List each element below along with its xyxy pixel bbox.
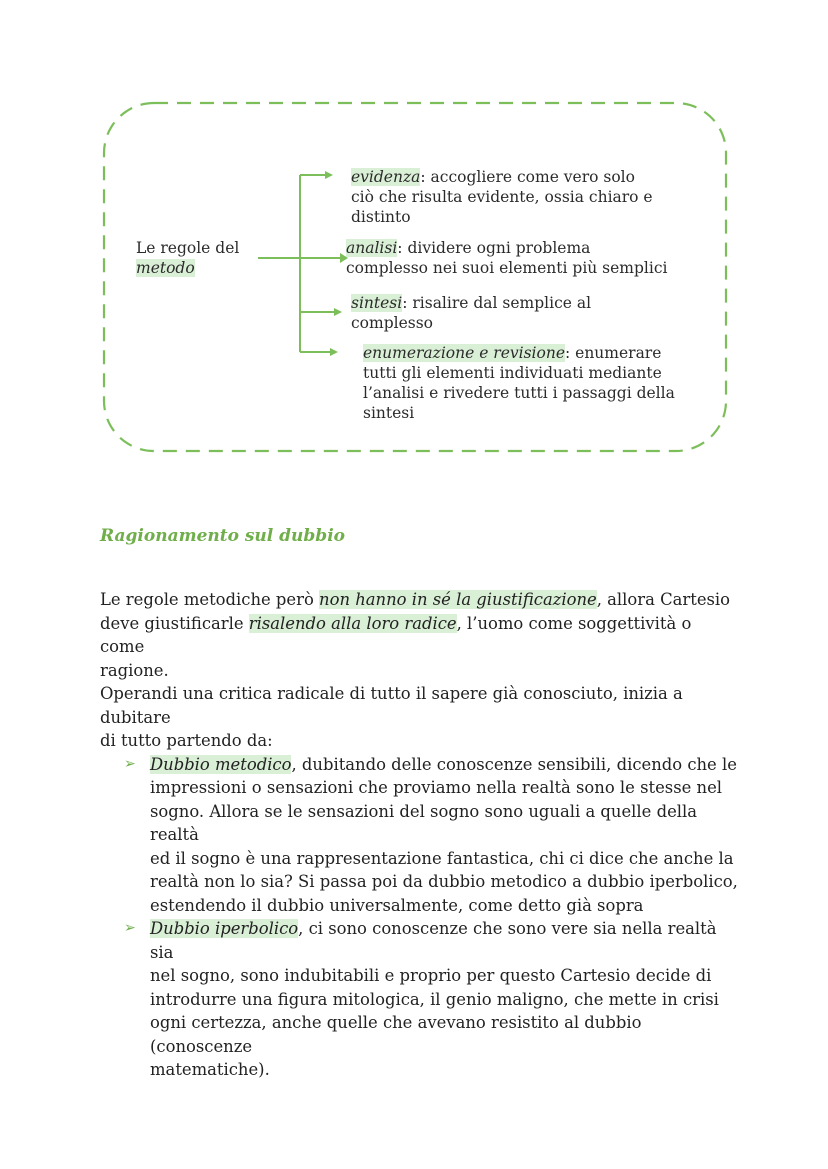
root-label-term: metodo bbox=[136, 259, 195, 277]
branch-evidenza bbox=[351, 167, 671, 227]
doubt-list bbox=[100, 753, 740, 1082]
branch-analisi bbox=[346, 238, 686, 278]
arrow-bullet-icon: ➢ bbox=[124, 920, 136, 936]
branch-arrow-3-head bbox=[334, 308, 342, 316]
branch-text: ciò che risulta evidente, ossia chiaro e bbox=[351, 188, 653, 206]
branch-term: enumerazione e revisione bbox=[363, 344, 565, 362]
highlight-phrase: risalendo alla loro radice bbox=[248, 613, 457, 633]
section-heading: Ragionamento sul dubbio bbox=[100, 526, 345, 546]
branch-sintesi bbox=[351, 293, 671, 333]
branch-term: sintesi bbox=[351, 294, 403, 312]
branch-arrow-1-head bbox=[325, 171, 333, 179]
branch-term: analisi bbox=[346, 239, 398, 257]
branch-text: complesso nei suoi elementi più semplici bbox=[346, 259, 668, 277]
paragraph-1: Le regole metodiche però non hanno in sé la giustificazione, allora Cartesio deve giustificarle risalendo alla loro radice, l’uomo come soggettività o come ragione. bbox=[100, 590, 731, 680]
highlight-phrase: non hanno in sé la giustificazione bbox=[319, 590, 597, 609]
bullet-term: Dubbio metodico bbox=[150, 754, 292, 774]
diagram-root-label bbox=[136, 238, 239, 278]
branch-text: : accogliere come vero solo bbox=[420, 168, 635, 186]
list-item: ➢ Dubbio iperbolico, ci sono conoscenze che sono vere sia nella realtà sia nel sogno, sono indubitabili e proprio per questo Cartesio decide di introdurre una figura mitologica, il genio maligno, che mette in crisi ogni certezza, anche quelle che avevano resistito al dubbio (conoscenze matematiche). bbox=[124, 919, 719, 1079]
branch-term: evidenza bbox=[351, 168, 421, 186]
branch-arrow-4-head bbox=[330, 348, 338, 356]
list-item: ➢ Dubbio metodico, dubitando delle conoscenze sensibili, dicendo che le impressioni o sensazioni che proviamo nella realtà sono le stesse nel sogno. Allora se le sensazioni del sogno sono uguali a quelle della realtà ed il sogno è una rappresentazione fantastica, chi ci dice che anche la realtà non lo sia? Si passa poi da dubbio metodico a dubbio iperbolico, estendendo il dubbio universalmente, come detto già sopra bbox=[124, 754, 738, 915]
branch-text: l’analisi e rivedere tutti i passaggi della bbox=[363, 384, 675, 402]
arrow-bullet-icon: ➢ bbox=[124, 755, 136, 772]
paragraph-2: Operandi una critica radicale di tutto il sapere già conosciuto, inizia a dubitare di tutto partendo da: bbox=[100, 684, 683, 750]
root-label-line1: Le regole del bbox=[136, 239, 240, 257]
branch-text: distinto bbox=[351, 208, 411, 226]
branch-text: : risalire dal semplice al bbox=[402, 294, 592, 312]
method-diagram bbox=[0, 0, 828, 470]
branch-text: : enumerare bbox=[565, 344, 662, 362]
section-body bbox=[100, 588, 740, 1082]
bullet-term: Dubbio iperbolico bbox=[150, 919, 299, 938]
branch-text: complesso bbox=[351, 314, 434, 332]
branch-text: sintesi bbox=[363, 404, 415, 422]
branch-text: : dividere ogni problema bbox=[397, 239, 591, 257]
branch-text: tutti gli elementi individuati mediante bbox=[363, 364, 662, 382]
branch-enumerazione bbox=[363, 343, 683, 423]
